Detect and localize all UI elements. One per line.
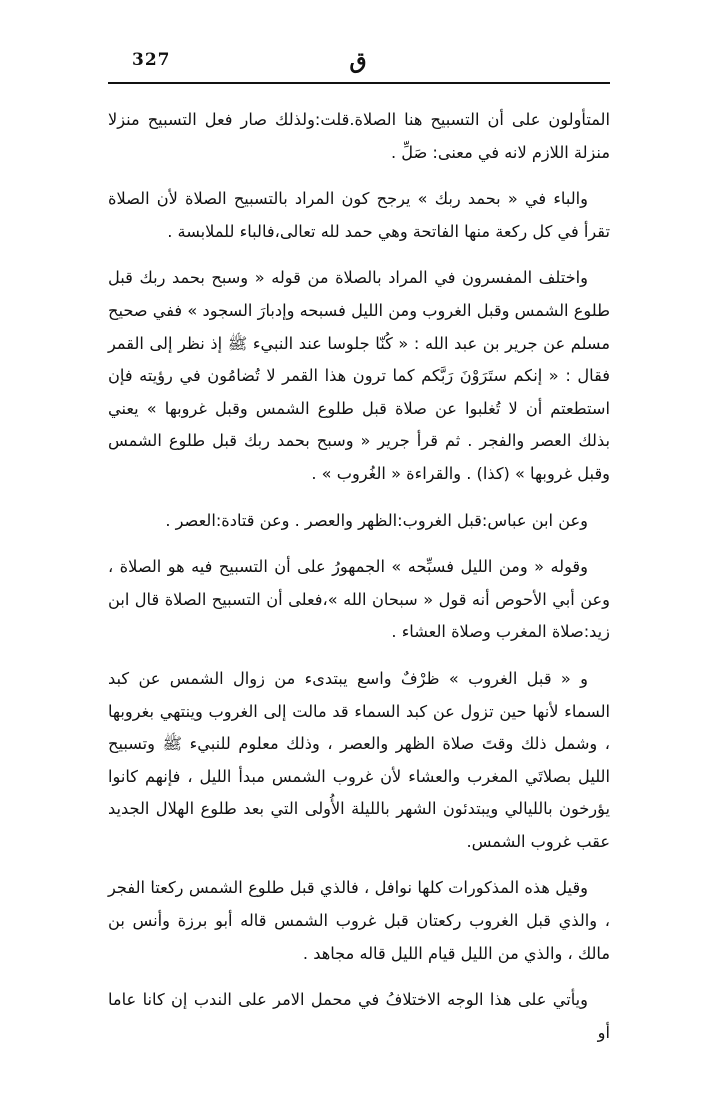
paragraph: و « قبل الغروب » ظرْفٌ واسع يبتدىء من زوال الشمس عن كبد السماء لأنها حين تزول عن كبد السماء قد مالت إلى الغروب وينتهي بغروبها ، وشمل ذلك وقتَ صلاة الظهر والعصر ، وذلك معلوم للنبيء ﷺ وتسبيح الليل بصلاتَي المغرب والعشاء لأن غروب الشمس مبدأ الليل ، فإنهم كانوا يؤرخون بالليالي ويبتدئون الشهر بالليلة الأُولى التي بعد طلوع الهلال الجديد عقب غروب الشمس.: [108, 668, 610, 851]
paragraph: وقوله « ومن الليل فسبِّحه » الجمهورُ على أن التسبيح فيه هو الصلاة ، وعن أبي الأحوص أنه قول « سبحان الله »،فعلى أن التسبيح الصلاة قال ابن زيد:صلاة المغرب وصلاة العشاء .: [108, 557, 610, 642]
surah-title: ق: [349, 48, 367, 74]
paragraph: وقيل هذه المذكورات كلها نوافل ، فالذي قبل طلوع الشمس ركعتا الفجر ، والذي قبل الغروب ركعتان قبل غروب الشمس قاله أبو برزة وأنس بن مالك ، والذي من الليل قيام الليل قاله مجاهد .: [108, 878, 610, 963]
paragraph: واختلف المفسرون في المراد بالصلاة من قوله « وسبح بحمد ربك قبل طلوع الشمس وقبل الغروب ومن الليل فسبحه وإدبارَ السجود » ففي صحيح مسلم عن جرير بن عبد الله : « كُنّا جلوسا عند النبيء ﷺ إذ نظر إلى القمر فقال : « إنكم ستَرَوْنَ رَبَّكم كما ترون هذا القمر لا تُضامُون في رؤيته فإن استطعتم أن لا تُغلبوا عن صلاة قبل طلوع الشمس وقبل غروبها » يعني بذلك العصر والفجر . ثم قرأ جرير « وسبح بحمد ربك قبل طلوع الشمس وقبل غروبها » (كذا) . والقراءة « الغُروب » .: [108, 268, 610, 483]
body-text: [108, 104, 610, 1063]
page-header: [108, 46, 610, 78]
paragraph: المتأولون على أن التسبيح هنا الصلاة.قلت:ولذلك صار فعل التسبيح منزلا منزلة اللازم لانه في معنى: صَلِّ .: [108, 110, 610, 162]
paragraph: وعن ابن عباس:قبل الغروب:الظهر والعصر . وعن قتادة:العصر .: [165, 510, 588, 530]
paragraph: والباء في « بحمد ربك » يرجح كون المراد بالتسبيح الصلاة لأن الصلاة تقرأ في كل ركعة منها الفاتحة وهي حمد لله تعالى،فالباء للملابسة .: [108, 189, 610, 241]
header-divider: [108, 82, 610, 84]
page-number: 327: [132, 50, 171, 70]
paragraph: ويأتي على هذا الوجه الاختلافُ في محمل الامر على الندب إن كانا عاما أو: [108, 990, 610, 1042]
